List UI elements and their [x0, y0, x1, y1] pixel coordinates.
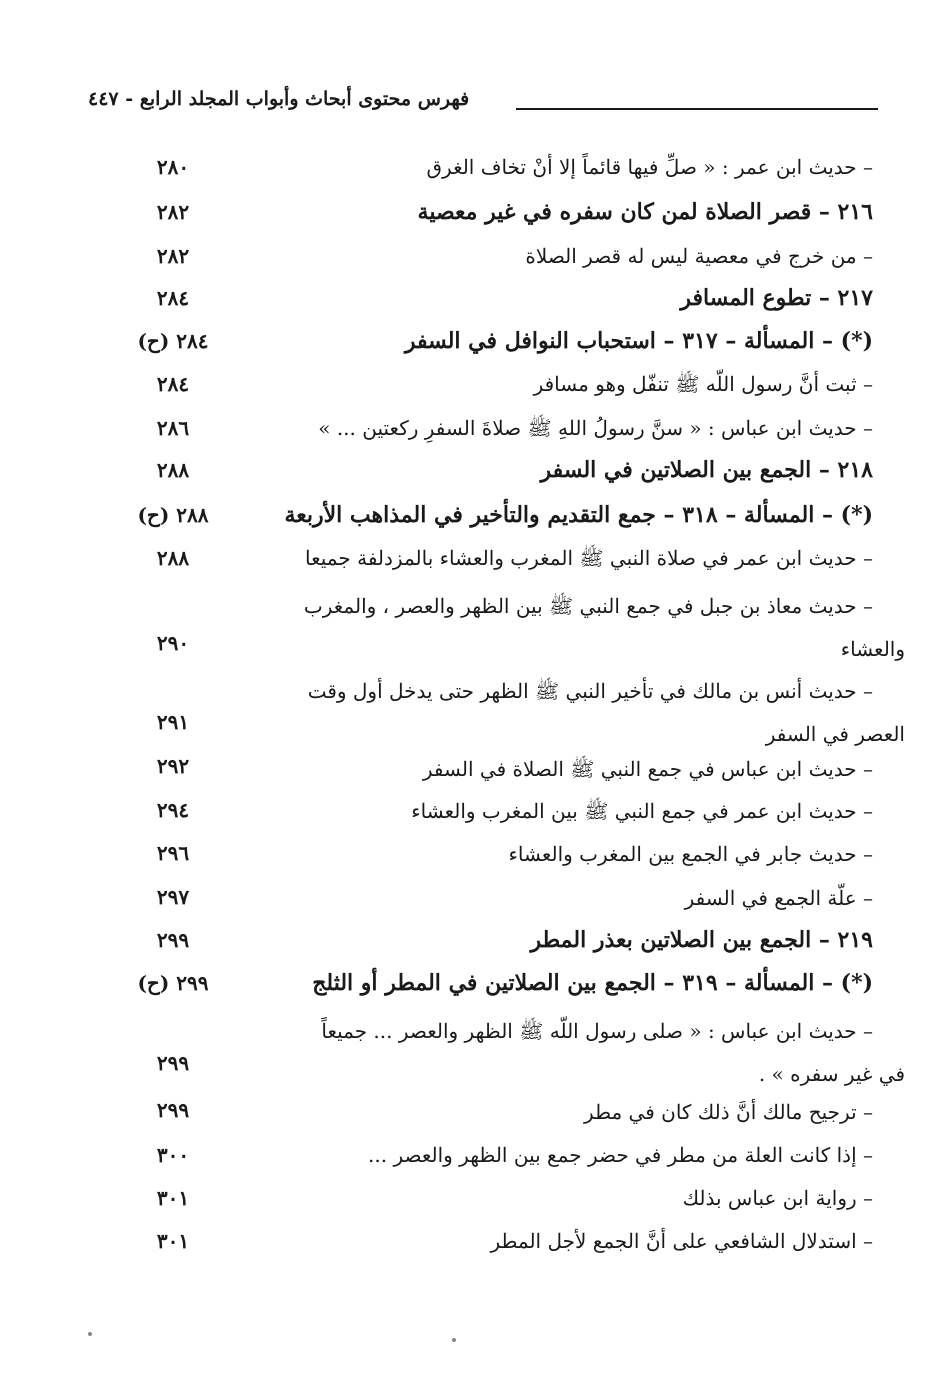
entry-text: – حديث ابن عمر في صلاة النبي ﷺ المغرب والعشاء بالمزدلفة جميعا [305, 546, 873, 570]
page-number: ٢٩٩ [156, 1051, 190, 1075]
entry-text: – حديث ابن عباس : « صلى رسول اللّه ﷺ الظهر والعصر ... جميعاً [321, 1019, 873, 1043]
index-entry [213, 839, 873, 869]
header-title: فهرس محتوى أبحاث وأبواب المجلد الرابع - ٤٤٧ [88, 88, 470, 110]
entry-text: ٢١٧ – تطوع المسافر [680, 285, 873, 311]
page-number: ٣٠١ [156, 1229, 190, 1253]
index-entry [213, 1226, 873, 1256]
scan-speck [452, 1338, 456, 1342]
index-entry [213, 543, 873, 573]
entry-text: ٢١٦ – قصر الصلاة لمن كان سفره في غير معصية [417, 199, 873, 225]
entry-text: ٢١٩ – الجمع بين الصلاتين بعذر المطر [530, 927, 873, 953]
entry-text: – حديث ابن عمر في جمع النبي ﷺ بين المغرب والعشاء [411, 799, 873, 823]
page-number: ٢٩١ [156, 710, 190, 734]
entry-text: – حديث جابر في الجمع بين المغرب والعشاء [508, 842, 873, 866]
entry-text: – حديث أنس بن مالك في تأخير النبي ﷺ الظهر حتى يدخل أول وقت [307, 679, 873, 703]
header-rule [516, 108, 878, 110]
page-number: ٢٨٦ [156, 416, 190, 440]
page-number: ٢٨٤ [156, 372, 190, 396]
page-number: ٢٨٢ [156, 200, 190, 224]
entry-text: (*) – المسألة – ٣١٨ – جمع التقديم والتأخير في المذاهب الأربعة [284, 502, 873, 528]
entry-text: – حديث ابن عمر : « صلِّ فيها قائماً إلا أنْ تخاف الغرق [426, 155, 873, 179]
index-entry [213, 241, 873, 271]
entry-text: – إذا كانت العلة من مطر في حضر جمع بين الظهر والعصر ... [368, 1143, 873, 1167]
chapter-heading [213, 455, 873, 485]
entry-text-continued: والعشاء [840, 637, 905, 661]
page-number: ٢٩٦ [156, 841, 190, 865]
page-number: ٣٠١ [156, 1186, 190, 1210]
index-entry [213, 585, 905, 671]
page-number: ٢٨٢ [156, 244, 190, 268]
page-number: ٢٩٢ [156, 754, 190, 778]
page-number: ٢٨٨ [156, 546, 190, 570]
index-entry [213, 883, 873, 913]
index-entry [213, 413, 873, 443]
entry-text-continued: العصر في السفر [765, 722, 905, 746]
page-number: ٢٨٨ (ح) [137, 503, 209, 527]
entry-text: – علّة الجمع في السفر [684, 886, 873, 910]
entry-text: (*) – المسألة – ٣١٩ – الجمع بين الصلاتين في المطر أو الثلج [312, 970, 873, 996]
index-entry [213, 754, 873, 784]
entry-text: – حديث ابن عباس في جمع النبي ﷺ الصلاة في السفر [422, 757, 873, 781]
index-entry [213, 1010, 905, 1096]
index-entry [213, 670, 905, 756]
index-entry [213, 1183, 873, 1213]
chapter-heading [213, 197, 873, 227]
page-number: ٢٩٧ [156, 885, 190, 909]
page-number: ٢٩٤ [156, 798, 190, 822]
question-heading [213, 968, 873, 998]
page-number: ٢٩٩ [156, 928, 190, 952]
entry-text: – من خرج في معصية ليس له قصر الصلاة [525, 244, 873, 268]
entry-text: – ثبت أنَّ رسول اللّه ﷺ تنفّل وهو مسافر [533, 372, 873, 396]
page-number: ٢٨٨ [156, 458, 190, 482]
index-entry [213, 1140, 873, 1170]
entry-text: – حديث ابن عباس : « سنَّ رسولُ اللهِ ﷺ صلاةَ السفرِ ركعتين ... » [318, 416, 873, 440]
page-number: ٢٨٤ [156, 286, 190, 310]
index-entry [213, 369, 873, 399]
index-entry [213, 1097, 873, 1127]
question-heading [213, 500, 873, 530]
entry-text: (*) – المسألة – ٣١٧ – استحباب النوافل في السفر [404, 328, 873, 354]
page-number: ٢٨٠ [156, 155, 190, 179]
page-number: ٢٩٩ [156, 1098, 190, 1122]
question-heading [213, 326, 873, 356]
index-entry [213, 796, 873, 826]
entry-text: – حديث معاذ بن جبل في جمع النبي ﷺ بين الظهر والعصر ، والمغرب [303, 594, 873, 618]
entry-text: – استدلال الشافعي على أنَّ الجمع لأجل المطر [490, 1229, 873, 1253]
entry-text: – ترجيح مالك أنَّ ذلك كان في مطر [584, 1100, 873, 1124]
entry-text-continued: في غير سفره » . [758, 1062, 905, 1086]
chapter-heading [213, 283, 873, 313]
page-number: ٢٩٠ [156, 631, 190, 655]
page-number: ٢٩٩ (ح) [137, 971, 209, 995]
entry-text: ٢١٨ – الجمع بين الصلاتين في السفر [540, 457, 873, 483]
chapter-heading [213, 925, 873, 955]
entry-text: – رواية ابن عباس بذلك [682, 1186, 873, 1210]
running-header [88, 88, 878, 122]
page-number: ٣٠٠ [156, 1143, 190, 1167]
page-number: ٢٨٤ (ح) [137, 329, 209, 353]
index-entry [213, 152, 873, 182]
scan-speck [88, 1332, 92, 1336]
